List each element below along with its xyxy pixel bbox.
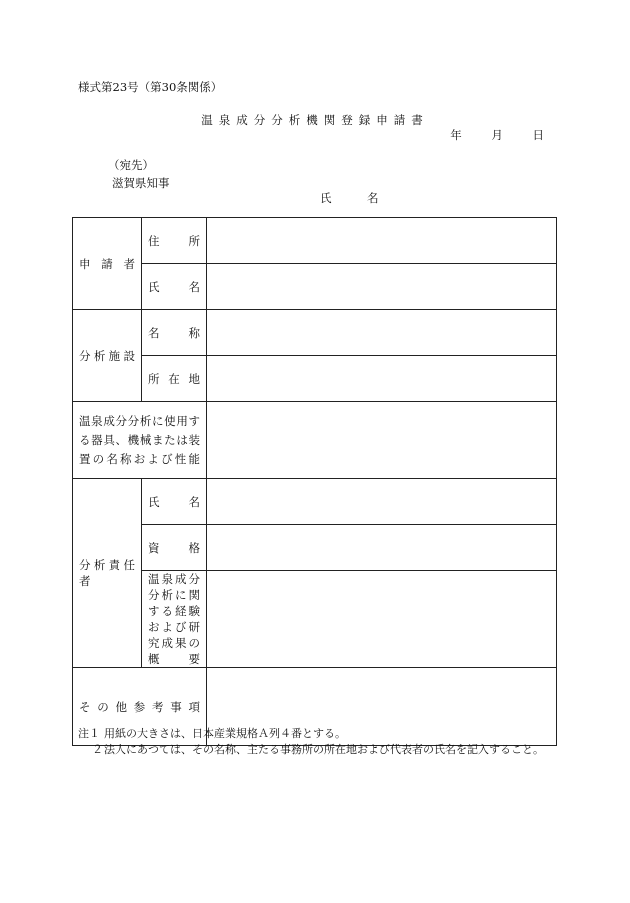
note-item: [78, 742, 558, 758]
facility-name-label: 名称: [142, 310, 207, 356]
table-row: [73, 402, 557, 479]
qualification-field[interactable]: [207, 525, 557, 571]
applicant-name-cell-label: 氏名: [142, 264, 207, 310]
address-label: 住所: [142, 218, 207, 264]
note-item: [78, 726, 558, 742]
notes: [78, 726, 558, 758]
page-title: 温泉成分分析機関登録申請書: [201, 113, 429, 127]
note-number: 注１: [78, 727, 100, 740]
experience-field[interactable]: [207, 571, 557, 668]
table-row: [73, 218, 557, 264]
form-number: 様式第23号（第30条関係）: [78, 80, 223, 94]
responsible-name-label: 氏名: [142, 479, 207, 525]
applicant-label: 申請者: [73, 218, 142, 310]
responsible-name-field[interactable]: [207, 479, 557, 525]
day-label: 日: [532, 128, 544, 142]
facility-name-field[interactable]: [207, 310, 557, 356]
table-row: [73, 310, 557, 356]
note-number: ２: [92, 743, 103, 756]
table-row: [73, 264, 557, 310]
equipment-field[interactable]: [207, 402, 557, 479]
applicant-name-label: 氏 名: [320, 191, 391, 205]
month-label: 月: [491, 128, 503, 142]
table-row: [73, 525, 557, 571]
other-notes-label: その他参考事項: [73, 668, 207, 746]
table-row: [73, 356, 557, 402]
note-text: 法人にあつては、その名称、主たる事務所の所在地および代表者の氏名を記入すること。: [104, 743, 544, 756]
year-label: 年: [450, 128, 462, 142]
applicant-name-field[interactable]: [207, 264, 557, 310]
facility-location-label: 所在地: [142, 356, 207, 402]
qualification-label: 資格: [142, 525, 207, 571]
facility-label: 分析施設: [73, 310, 142, 402]
date-line: [424, 127, 544, 143]
table-row: [73, 479, 557, 525]
table-row: [73, 571, 557, 668]
addressee-label: （宛先）: [108, 158, 154, 172]
note-text: 用紙の大きさは、日本産業規格Ａ列４番とする。: [104, 727, 346, 740]
recipient: 滋賀県知事: [112, 176, 170, 190]
facility-location-field[interactable]: [207, 356, 557, 402]
application-table: [72, 217, 557, 746]
experience-label: 温泉成分分析に関する経験および研究成果の概要: [142, 571, 207, 668]
responsible-person-label: 分析責任者: [73, 479, 142, 668]
applicant-address-field[interactable]: [207, 218, 557, 264]
equipment-label: 温泉成分分析に使用する器具、機械または装置の名称および性能: [73, 402, 207, 479]
